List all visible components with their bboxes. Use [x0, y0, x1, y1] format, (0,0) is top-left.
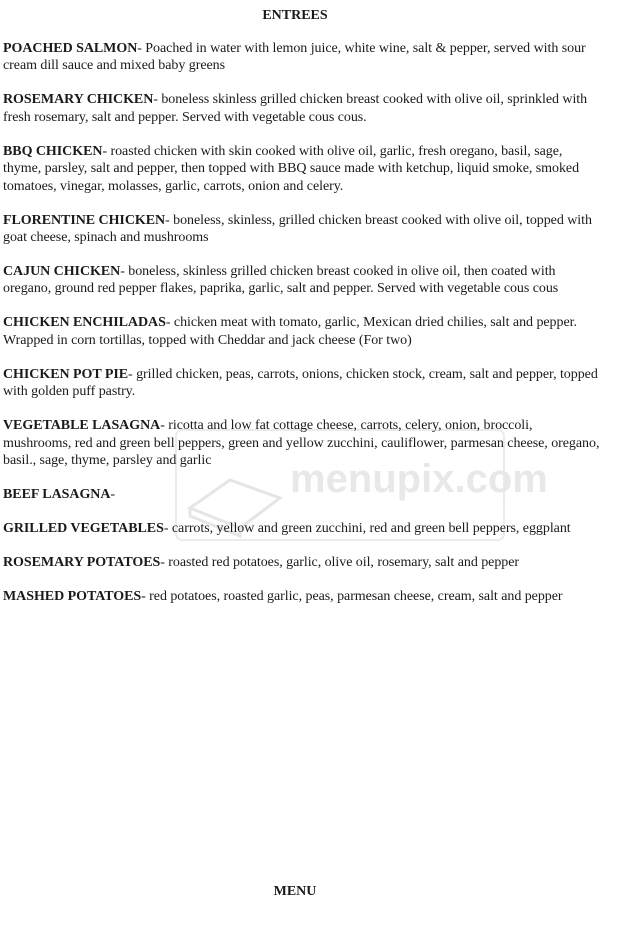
- menu-entry: [3, 486, 603, 503]
- menu-entry: [3, 212, 603, 247]
- entry-name: CHICKEN ENCHILADAS: [3, 315, 166, 331]
- entry-description: - carrots, yellow and green zucchini, red and green bell peppers, eggplant: [163, 521, 571, 537]
- entry-name: BBQ CHICKEN: [3, 143, 103, 159]
- menu-entry: [3, 554, 603, 571]
- entry-description: -: [110, 487, 116, 503]
- entry-description: - roasted chicken with skin cooked with olive oil, garlic, fresh oregano, basil, sage, thyme, parsley, salt and pepper, then topped with BBQ sauce made with ketchup, liquid smoke, smoked tomatoes, vinegar, molasses, garlic, carrots, onion and celery.: [3, 143, 580, 194]
- entry-description: - Poached in water with lemon juice, white wine, salt & pepper, served with sour cream dill sauce and mixed baby greens: [3, 41, 586, 74]
- entry-name: CAJUN CHICKEN: [3, 264, 121, 280]
- menu-entry: [3, 143, 603, 195]
- menu-entry: [3, 91, 603, 126]
- page-footer: MENU: [273, 884, 317, 899]
- menu-entry: [3, 588, 603, 605]
- entries-list: [3, 40, 603, 622]
- entry-name: FLORENTINE CHICKEN: [3, 212, 166, 228]
- entry-name: GRILLED VEGETABLES: [3, 521, 164, 537]
- menu-entry: [3, 366, 603, 401]
- menu-entry: [3, 40, 603, 75]
- menu-entry: [3, 417, 603, 469]
- entry-description: - red potatoes, roasted garlic, peas, parmesan cheese, cream, salt and pepper: [141, 589, 563, 605]
- entry-name: MASHED POTATOES: [3, 589, 142, 605]
- entry-description: - boneless skinless grilled chicken breast cooked with olive oil, sprinkled with fresh rosemary, salt and pepper. Served with vegetable cous cous.: [3, 92, 588, 125]
- menu-entry: [3, 263, 603, 298]
- entry-name: POACHED SALMON: [3, 41, 138, 56]
- entry-description: - boneless, skinless, grilled chicken breast cooked with olive oil, topped with goat cheese, spinach and mushrooms: [3, 212, 592, 246]
- watermark-text: menupix.com: [290, 457, 548, 501]
- entry-description: - ricotta and low fat cottage cheese, carrots, celery, onion, broccoli, mushrooms, red and green bell peppers, green and yellow zucchini, cauliflower, parmesan cheese, oregano, basil., sage, thyme, parsley and garlic: [3, 418, 600, 469]
- entry-name: ROSEMARY CHICKEN: [3, 92, 154, 108]
- entry-description: - boneless, skinless grilled chicken breast cooked in olive oil, then coated with oregano, ground red pepper flakes, paprika, garlic, salt and pepper. Served with vegetable cous cous: [3, 264, 559, 297]
- entry-description: - grilled chicken, peas, carrots, onions, chicken stock, cream, salt and pepper, topped with golden puff pastry.: [3, 366, 598, 400]
- menu-entry: [3, 520, 603, 537]
- entry-name: CHICKEN POT PIE: [3, 366, 129, 382]
- entry-name: BEEF LASAGNA: [3, 487, 111, 503]
- page-heading: ENTREES: [262, 8, 328, 23]
- entry-name: VEGETABLE LASAGNA: [3, 418, 161, 434]
- entry-description: - roasted red potatoes, garlic, olive oil, rosemary, salt and pepper: [160, 555, 520, 571]
- entry-name: ROSEMARY POTATOES: [3, 555, 161, 571]
- menu-entry: [3, 314, 603, 349]
- entry-description: - chicken meat with tomato, garlic, Mexican dried chilies, salt and pepper. Wrapped in corn tortillas, topped with Cheddar and jack cheese (For two): [3, 315, 577, 348]
